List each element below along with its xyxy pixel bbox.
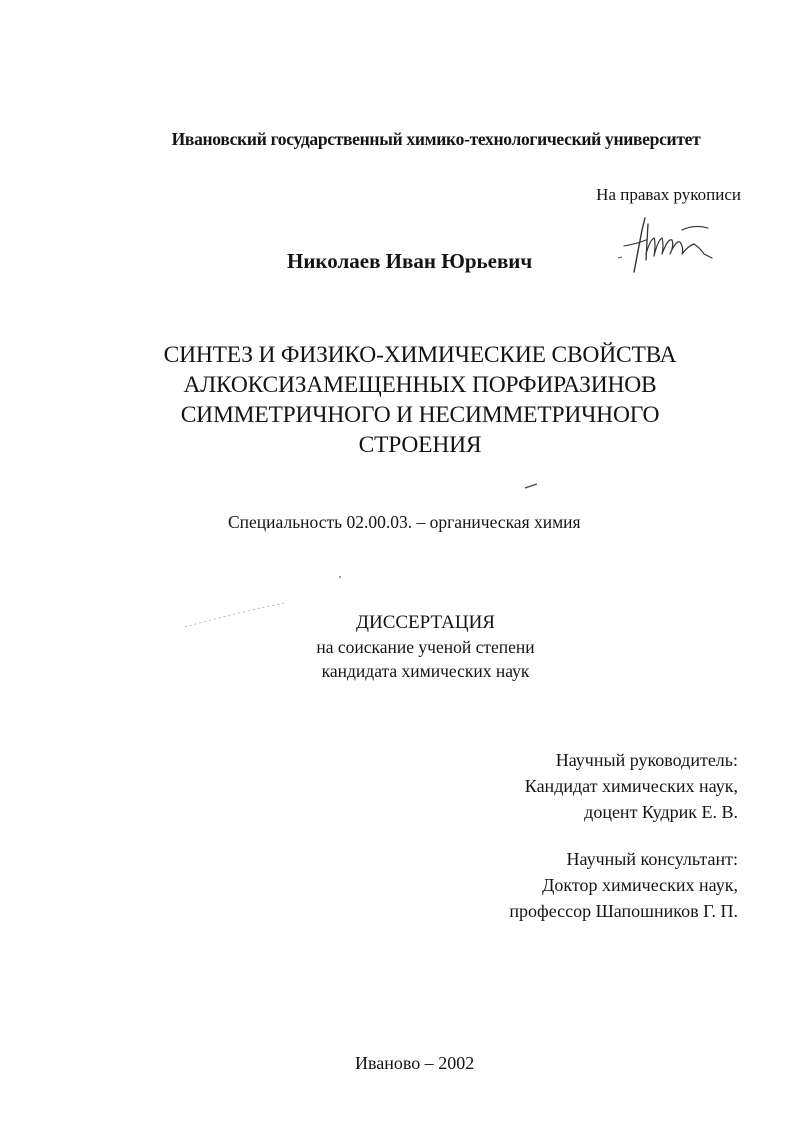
handwritten-signature [612,210,722,280]
dissertation-heading: ДИССЕРТАЦИЯ [356,612,495,633]
degree-line-1: на соискание ученой степени [316,637,535,657]
supervisor-role: Научный руководитель: [555,750,738,770]
dissertation-title [0,340,793,460]
consultant-role: Научный консультант: [566,849,738,869]
title-line: СИНТЕЗ И ФИЗИКО-ХИМИЧЕСКИЕ СВОЙСТВА [163,342,677,368]
consultant-name: профессор Шапошников Г. П. [509,901,738,921]
university-name: Ивановский государственный химико-технологический университет [171,129,701,149]
city-year: Иваново – 2002 [355,1053,475,1073]
degree-line-2: кандидата химических наук [321,661,530,681]
title-line: СТРОЕНИЯ [358,432,482,458]
consultant-block [509,846,738,924]
supervisor-name: доцент Кудрик Е. В. [584,802,738,822]
supervisor-block [525,747,738,825]
author-name: Николаев Иван Юрьевич [287,249,533,273]
specialty: Специальность 02.00.03. – органическая химия [228,512,581,532]
consultant-degree: Доктор химических наук, [542,875,738,895]
title-line: СИММЕТРИЧНОГО И НЕСИММЕТРИЧНОГО [180,402,660,428]
title-line: АЛКОКСИЗАМЕЩЕННЫХ ПОРФИРАЗИНОВ [183,372,657,398]
dissertation-block [293,611,558,683]
supervisor-degree: Кандидат химических наук, [524,776,738,796]
manuscript-note: На правах рукописи [596,185,741,204]
